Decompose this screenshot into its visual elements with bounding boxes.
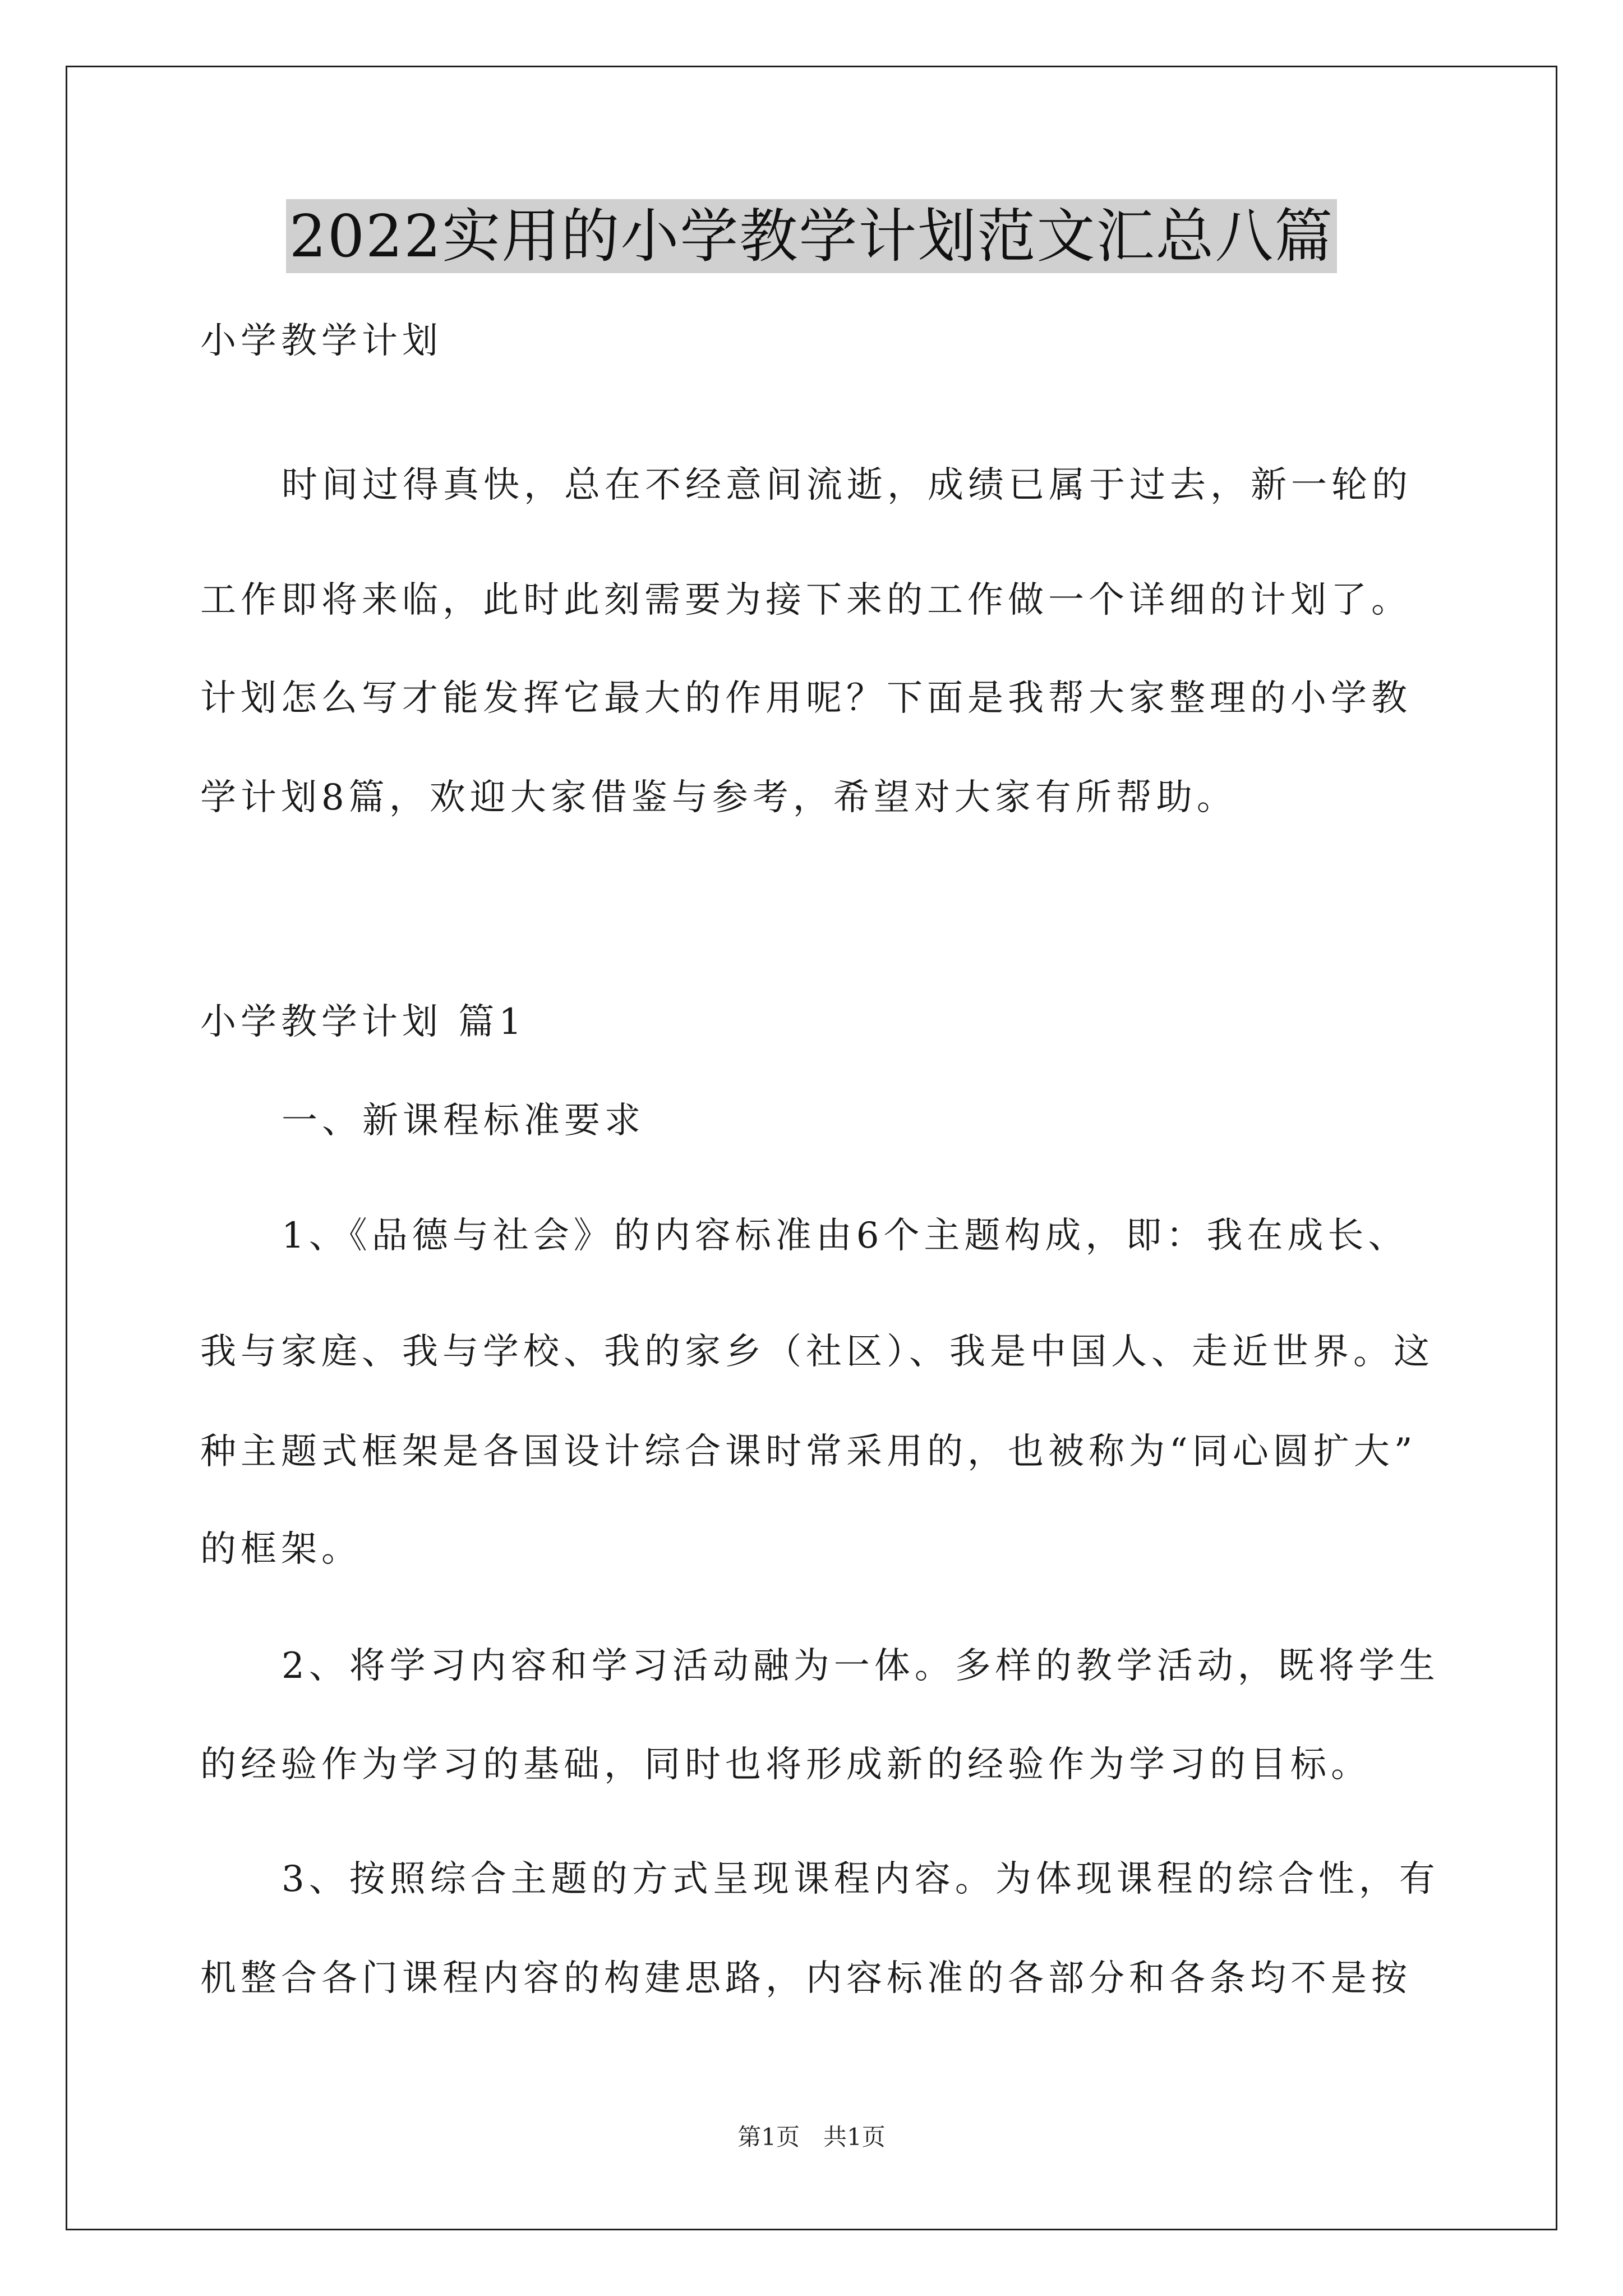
paragraph-line: 3、按照综合主题的方式呈现课程内容。为体现课程的综合性，有 (282, 1858, 1440, 1900)
subheading: 一、新课程标准要求 (282, 1100, 645, 1142)
paragraph-line: 机整合各门课程内容的构建思路，内容标准的各部分和各条均不是按 (200, 1958, 1412, 1999)
paragraph-line: 1、《品德与社会》的内容标准由6个主题构成，即：我在成长、 (282, 1215, 1409, 1257)
title-container (0, 199, 1623, 273)
paragraph-line: 我与家庭、我与学校、我的家乡（社区）、我是中国人、走近世界。这 (200, 1331, 1434, 1373)
paragraph-line: 的经验作为学习的基础，同时也将形成新的经验作为学习的目标。 (200, 1744, 1371, 1786)
paragraph-line: 种主题式框架是各国设计综合课时常采用的，也被称为“同心圆扩大” (200, 1431, 1417, 1473)
document-title: 2022实用的小学教学计划范文汇总八篇 (286, 199, 1338, 273)
page-border (66, 66, 1557, 2230)
paragraph-line: 2、将学习内容和学习活动融为一体。多样的教学活动，既将学生 (282, 1645, 1440, 1687)
intro-line: 学计划8篇，欢迎大家借鉴与参考，希望对大家有所帮助。 (200, 777, 1237, 818)
page-footer: 第1页 共1页 (737, 2123, 886, 2151)
intro-heading: 小学教学计划 (200, 320, 442, 362)
paragraph-line: 的框架。 (200, 1529, 362, 1570)
intro-line: 计划怎么写才能发挥它最大的作用呢？下面是我帮大家整理的小学教 (200, 678, 1412, 719)
section-heading: 小学教学计划 篇1 (200, 1001, 527, 1043)
intro-line: 时间过得真快，总在不经意间流逝，成绩已属于过去，新一轮的 (282, 464, 1412, 506)
intro-line: 工作即将来临，此时此刻需要为接下来的工作做一个详细的计划了。 (200, 579, 1412, 621)
